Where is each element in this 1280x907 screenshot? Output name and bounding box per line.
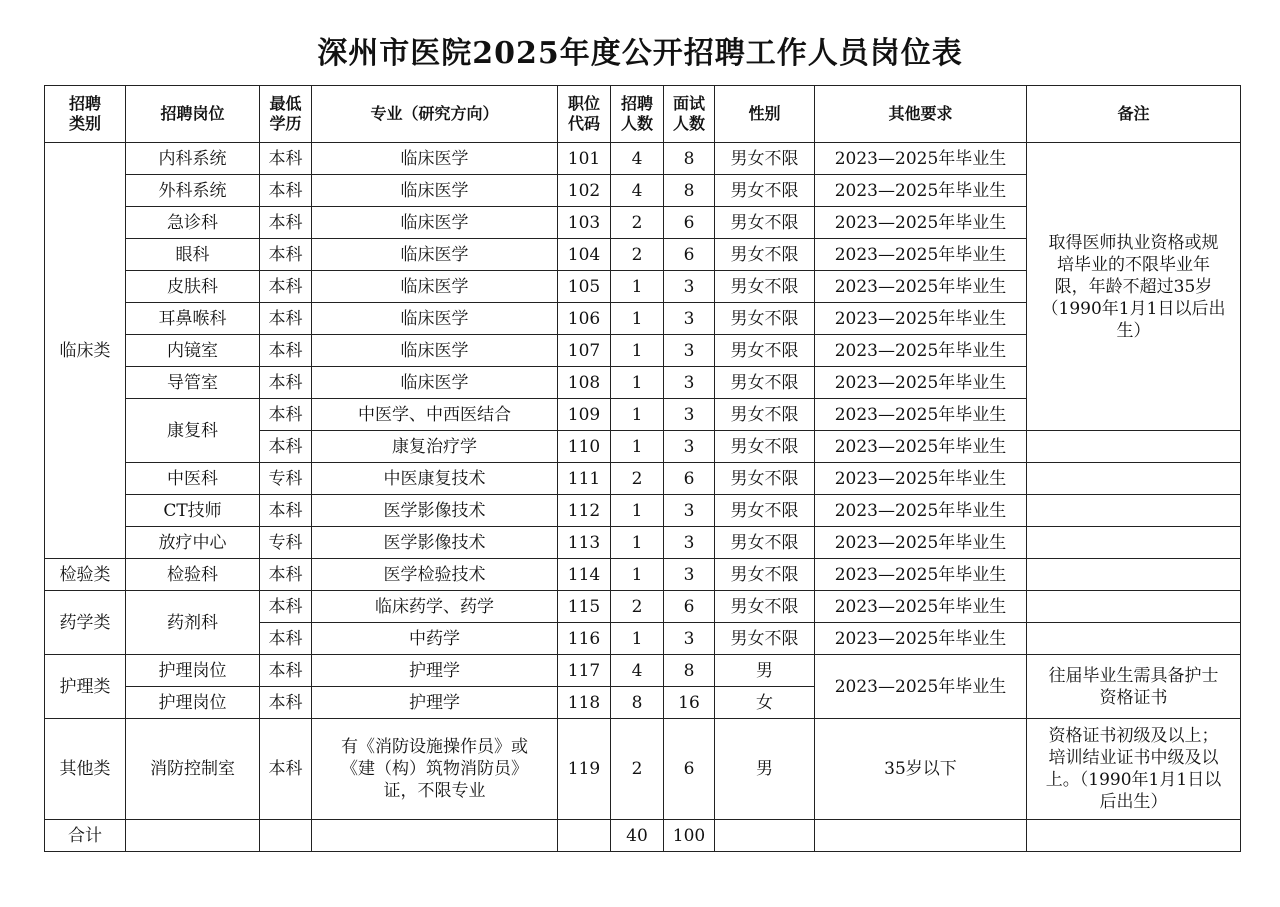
interview-cell: 3 bbox=[664, 623, 715, 655]
interview-cell: 3 bbox=[664, 303, 715, 335]
education-cell: 专科 bbox=[260, 463, 312, 495]
gender-cell: 男 bbox=[715, 719, 815, 820]
interview-cell: 6 bbox=[664, 591, 715, 623]
other-cell: 35岁以下 bbox=[815, 719, 1027, 820]
gender-cell: 男女不限 bbox=[715, 399, 815, 431]
post-cell: 康复科 bbox=[126, 399, 260, 463]
major-cell: 护理学 bbox=[312, 687, 558, 719]
total-label: 合计 bbox=[45, 820, 126, 852]
education-cell: 专科 bbox=[260, 527, 312, 559]
code-cell: 103 bbox=[558, 207, 611, 239]
code-cell: 108 bbox=[558, 367, 611, 399]
major-cell: 临床医学 bbox=[312, 175, 558, 207]
post-cell: 导管室 bbox=[126, 367, 260, 399]
code-cell: 117 bbox=[558, 655, 611, 687]
other-cell: 2023—2025年毕业生 bbox=[815, 591, 1027, 623]
header-education: 最低 学历 bbox=[260, 86, 312, 143]
table-row bbox=[45, 527, 1241, 559]
header-post: 招聘岗位 bbox=[126, 86, 260, 143]
major-cell: 医学影像技术 bbox=[312, 495, 558, 527]
code-cell: 110 bbox=[558, 431, 611, 463]
education-cell: 本科 bbox=[260, 143, 312, 175]
remark-cell bbox=[1027, 623, 1241, 655]
gender-cell: 男女不限 bbox=[715, 527, 815, 559]
table-row bbox=[45, 559, 1241, 591]
hire-cell: 1 bbox=[611, 399, 664, 431]
interview-cell: 3 bbox=[664, 495, 715, 527]
post-cell: 耳鼻喉科 bbox=[126, 303, 260, 335]
remark-cell bbox=[1027, 495, 1241, 527]
interview-cell: 3 bbox=[664, 527, 715, 559]
header-remark: 备注 bbox=[1027, 86, 1241, 143]
other-cell: 2023—2025年毕业生 bbox=[815, 335, 1027, 367]
education-cell: 本科 bbox=[260, 719, 312, 820]
gender-cell: 男女不限 bbox=[715, 207, 815, 239]
total-empty-cell bbox=[715, 820, 815, 852]
positions-table bbox=[44, 85, 1241, 852]
header-gender: 性别 bbox=[715, 86, 815, 143]
major-cell: 有《消防设施操作员》或 《建（构）筑物消防员》 证，不限专业 bbox=[312, 719, 558, 820]
interview-cell: 6 bbox=[664, 719, 715, 820]
page-title: 深州市医院2025年度公开招聘工作人员岗位表 bbox=[317, 36, 963, 71]
gender-cell: 男女不限 bbox=[715, 431, 815, 463]
gender-cell: 男女不限 bbox=[715, 591, 815, 623]
total-empty-cell bbox=[260, 820, 312, 852]
code-cell: 105 bbox=[558, 271, 611, 303]
remark-cell: 往届毕业生需具备护士 资格证书 bbox=[1027, 655, 1241, 719]
post-cell: 内科系统 bbox=[126, 143, 260, 175]
education-cell: 本科 bbox=[260, 431, 312, 463]
header-hire-count: 招聘 人数 bbox=[611, 86, 664, 143]
gender-cell: 男女不限 bbox=[715, 303, 815, 335]
category-cell: 药学类 bbox=[45, 591, 126, 655]
code-cell: 107 bbox=[558, 335, 611, 367]
post-cell: 护理岗位 bbox=[126, 687, 260, 719]
major-cell: 临床医学 bbox=[312, 303, 558, 335]
hire-cell: 1 bbox=[611, 303, 664, 335]
total-hire: 40 bbox=[611, 820, 664, 852]
post-cell: 药剂科 bbox=[126, 591, 260, 655]
code-cell: 109 bbox=[558, 399, 611, 431]
major-cell: 中药学 bbox=[312, 623, 558, 655]
code-cell: 111 bbox=[558, 463, 611, 495]
hire-cell: 2 bbox=[611, 207, 664, 239]
table-row bbox=[45, 719, 1241, 820]
major-cell: 临床医学 bbox=[312, 271, 558, 303]
post-cell: 眼科 bbox=[126, 239, 260, 271]
major-cell: 临床医学 bbox=[312, 239, 558, 271]
interview-cell: 3 bbox=[664, 335, 715, 367]
code-cell: 104 bbox=[558, 239, 611, 271]
post-cell: CT技师 bbox=[126, 495, 260, 527]
gender-cell: 男女不限 bbox=[715, 623, 815, 655]
major-cell: 临床药学、药学 bbox=[312, 591, 558, 623]
major-cell: 临床医学 bbox=[312, 335, 558, 367]
other-cell: 2023—2025年毕业生 bbox=[815, 655, 1027, 719]
education-cell: 本科 bbox=[260, 239, 312, 271]
category-cell: 其他类 bbox=[45, 719, 126, 820]
remark-cell bbox=[1027, 463, 1241, 495]
education-cell: 本科 bbox=[260, 591, 312, 623]
gender-cell: 男女不限 bbox=[715, 239, 815, 271]
post-cell: 外科系统 bbox=[126, 175, 260, 207]
other-cell: 2023—2025年毕业生 bbox=[815, 431, 1027, 463]
other-cell: 2023—2025年毕业生 bbox=[815, 175, 1027, 207]
major-cell: 临床医学 bbox=[312, 143, 558, 175]
post-cell: 皮肤科 bbox=[126, 271, 260, 303]
major-cell: 医学检验技术 bbox=[312, 559, 558, 591]
education-cell: 本科 bbox=[260, 559, 312, 591]
post-cell: 中医科 bbox=[126, 463, 260, 495]
total-empty-cell bbox=[1027, 820, 1241, 852]
interview-cell: 3 bbox=[664, 399, 715, 431]
total-empty-cell bbox=[126, 820, 260, 852]
hire-cell: 4 bbox=[611, 143, 664, 175]
hire-cell: 2 bbox=[611, 239, 664, 271]
education-cell: 本科 bbox=[260, 623, 312, 655]
remark-cell bbox=[1027, 591, 1241, 623]
header-interview-count: 面试 人数 bbox=[664, 86, 715, 143]
interview-cell: 6 bbox=[664, 463, 715, 495]
interview-cell: 3 bbox=[664, 559, 715, 591]
hire-cell: 1 bbox=[611, 495, 664, 527]
other-cell: 2023—2025年毕业生 bbox=[815, 559, 1027, 591]
code-cell: 116 bbox=[558, 623, 611, 655]
interview-cell: 8 bbox=[664, 175, 715, 207]
gender-cell: 男女不限 bbox=[715, 335, 815, 367]
interview-cell: 8 bbox=[664, 143, 715, 175]
hire-cell: 8 bbox=[611, 687, 664, 719]
major-cell: 护理学 bbox=[312, 655, 558, 687]
gender-cell: 男 bbox=[715, 655, 815, 687]
post-cell: 消防控制室 bbox=[126, 719, 260, 820]
remark-cell: 取得医师执业资格或规 培毕业的不限毕业年 限，年龄不超过35岁 （1990年1月1日以后出 生） bbox=[1027, 143, 1241, 431]
post-cell: 护理岗位 bbox=[126, 655, 260, 687]
header-code: 职位 代码 bbox=[558, 86, 611, 143]
major-cell: 康复治疗学 bbox=[312, 431, 558, 463]
code-cell: 119 bbox=[558, 719, 611, 820]
category-cell: 护理类 bbox=[45, 655, 126, 719]
other-cell: 2023—2025年毕业生 bbox=[815, 207, 1027, 239]
gender-cell: 男女不限 bbox=[715, 271, 815, 303]
interview-cell: 3 bbox=[664, 367, 715, 399]
remark-cell: 资格证书初级及以上； 培训结业证书中级及以 上。（1990年1月1日以 后出生） bbox=[1027, 719, 1241, 820]
gender-cell: 男女不限 bbox=[715, 175, 815, 207]
education-cell: 本科 bbox=[260, 367, 312, 399]
category-cell: 临床类 bbox=[45, 143, 126, 559]
remark-cell bbox=[1027, 559, 1241, 591]
gender-cell: 男女不限 bbox=[715, 367, 815, 399]
education-cell: 本科 bbox=[260, 687, 312, 719]
gender-cell: 女 bbox=[715, 687, 815, 719]
total-empty-cell bbox=[815, 820, 1027, 852]
table-row bbox=[45, 591, 1241, 623]
code-cell: 102 bbox=[558, 175, 611, 207]
interview-cell: 3 bbox=[664, 271, 715, 303]
other-cell: 2023—2025年毕业生 bbox=[815, 623, 1027, 655]
other-cell: 2023—2025年毕业生 bbox=[815, 527, 1027, 559]
interview-cell: 3 bbox=[664, 431, 715, 463]
total-interview: 100 bbox=[664, 820, 715, 852]
major-cell: 医学影像技术 bbox=[312, 527, 558, 559]
other-cell: 2023—2025年毕业生 bbox=[815, 239, 1027, 271]
gender-cell: 男女不限 bbox=[715, 463, 815, 495]
major-cell: 中医康复技术 bbox=[312, 463, 558, 495]
header-major: 专业（研究方向） bbox=[312, 86, 558, 143]
total-row bbox=[45, 820, 1241, 852]
table-row bbox=[45, 655, 1241, 687]
post-cell: 内镜室 bbox=[126, 335, 260, 367]
category-cell: 检验类 bbox=[45, 559, 126, 591]
hire-cell: 1 bbox=[611, 367, 664, 399]
code-cell: 118 bbox=[558, 687, 611, 719]
education-cell: 本科 bbox=[260, 399, 312, 431]
education-cell: 本科 bbox=[260, 335, 312, 367]
hire-cell: 1 bbox=[611, 431, 664, 463]
other-cell: 2023—2025年毕业生 bbox=[815, 271, 1027, 303]
education-cell: 本科 bbox=[260, 175, 312, 207]
hire-cell: 1 bbox=[611, 559, 664, 591]
gender-cell: 男女不限 bbox=[715, 143, 815, 175]
total-empty-cell bbox=[312, 820, 558, 852]
hire-cell: 4 bbox=[611, 655, 664, 687]
education-cell: 本科 bbox=[260, 495, 312, 527]
gender-cell: 男女不限 bbox=[715, 559, 815, 591]
other-cell: 2023—2025年毕业生 bbox=[815, 399, 1027, 431]
remark-cell bbox=[1027, 431, 1241, 463]
post-cell: 放疗中心 bbox=[126, 527, 260, 559]
header-other: 其他要求 bbox=[815, 86, 1027, 143]
major-cell: 中医学、中西医结合 bbox=[312, 399, 558, 431]
education-cell: 本科 bbox=[260, 271, 312, 303]
other-cell: 2023—2025年毕业生 bbox=[815, 463, 1027, 495]
code-cell: 115 bbox=[558, 591, 611, 623]
hire-cell: 4 bbox=[611, 175, 664, 207]
code-cell: 112 bbox=[558, 495, 611, 527]
gender-cell: 男女不限 bbox=[715, 495, 815, 527]
table-row bbox=[45, 463, 1241, 495]
remark-cell bbox=[1027, 527, 1241, 559]
hire-cell: 2 bbox=[611, 591, 664, 623]
hire-cell: 2 bbox=[611, 719, 664, 820]
hire-cell: 2 bbox=[611, 463, 664, 495]
hire-cell: 1 bbox=[611, 623, 664, 655]
post-cell: 急诊科 bbox=[126, 207, 260, 239]
post-cell: 检验科 bbox=[126, 559, 260, 591]
code-cell: 113 bbox=[558, 527, 611, 559]
header-category: 招聘 类别 bbox=[45, 86, 126, 143]
interview-cell: 6 bbox=[664, 239, 715, 271]
header-row bbox=[45, 86, 1241, 143]
major-cell: 临床医学 bbox=[312, 367, 558, 399]
hire-cell: 1 bbox=[611, 527, 664, 559]
table-row bbox=[45, 143, 1241, 175]
interview-cell: 6 bbox=[664, 207, 715, 239]
code-cell: 101 bbox=[558, 143, 611, 175]
other-cell: 2023—2025年毕业生 bbox=[815, 303, 1027, 335]
other-cell: 2023—2025年毕业生 bbox=[815, 143, 1027, 175]
education-cell: 本科 bbox=[260, 655, 312, 687]
total-empty-cell bbox=[558, 820, 611, 852]
major-cell: 临床医学 bbox=[312, 207, 558, 239]
table-row bbox=[45, 495, 1241, 527]
hire-cell: 1 bbox=[611, 335, 664, 367]
code-cell: 106 bbox=[558, 303, 611, 335]
other-cell: 2023—2025年毕业生 bbox=[815, 367, 1027, 399]
other-cell: 2023—2025年毕业生 bbox=[815, 495, 1027, 527]
code-cell: 114 bbox=[558, 559, 611, 591]
education-cell: 本科 bbox=[260, 303, 312, 335]
education-cell: 本科 bbox=[260, 207, 312, 239]
hire-cell: 1 bbox=[611, 271, 664, 303]
interview-cell: 8 bbox=[664, 655, 715, 687]
interview-cell: 16 bbox=[664, 687, 715, 719]
